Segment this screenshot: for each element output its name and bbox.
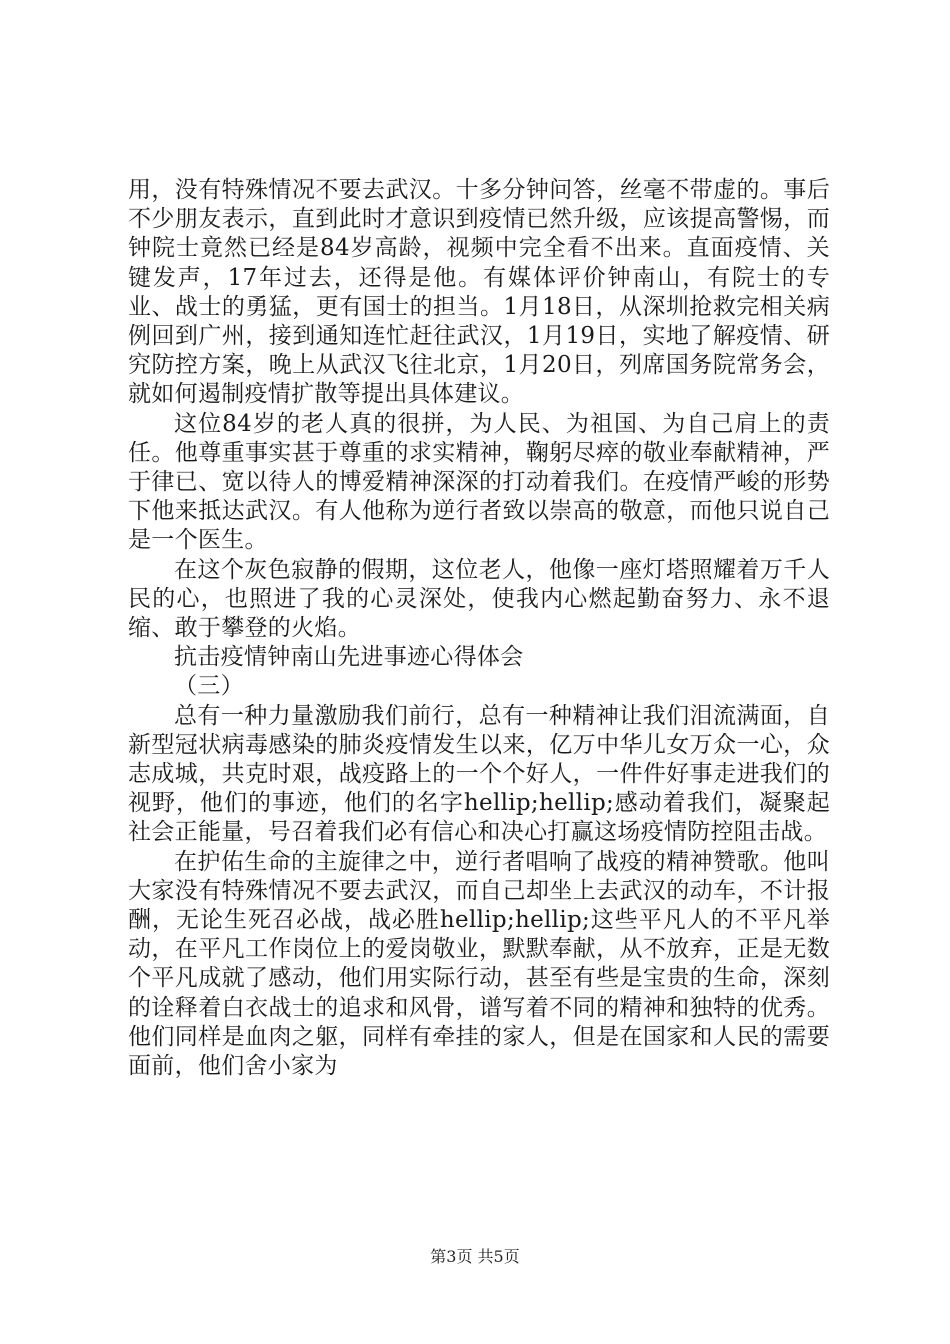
paragraph-retrograde: 在护佑生命的主旋律之中，逆行者唱响了战疫的精神赞歌。他叫大家没有特殊情况不要去武汉，而自己却坐上去武汉的动车，不计报酬，无论生死召必战，战必胜hellip;hellip;这些平凡人的不平凡举动，在平凡工作岗位上的爱岗敬业，默默奉献，从不放弃，正是无数个平凡成就了感动，他们用实际行动，甚至有些是宝贵的生命，深刻的诠释着白衣战士的追求和风骨，谱写着不同的精神和独特的优秀。他们同样是血肉之躯，同样有牵挂的家人，但是在国家和人民的需要面前，他们舍小家为 [128, 848, 830, 1080]
paragraph-continued: 用，没有特殊情况不要去武汉。十多分钟问答，丝毫不带虚的。事后不少朋友表示，直到此时才意识到疫情已然升级，应该提高警惕，而钟院士竟然已经是84岁高龄，视频中完全看不出来。直面疫情、关键发声，17年过去，还得是他。有媒体评价钟南山，有院士的专业、战士的勇猛，更有国士的担当。1月18日，从深圳抢救完相关病例回到广州，接到通知连忙赶往武汉，1月19日，实地了解疫情、研究防控方案，晚上从武汉飞往北京，1月20日，列席国务院常务会，就如何遏制疫情扩散等提出具体建议。 [128, 177, 830, 408]
section-heading: 抗击疫情钟南山先进事迹心得体会 [174, 644, 524, 671]
document-body [128, 176, 830, 1081]
page-number-footer: 第3页 共5页 [430, 1247, 520, 1266]
paragraph-lighthouse: 在这个灰色寂静的假期，这位老人，他像一座灯塔照耀着万千人民的心，也照进了我的心灵深处，使我内心燃起勤奋努力、永不退缩、敢于攀登的火焰。 [128, 556, 830, 642]
paragraph-power: 总有一种力量激励我们前行，总有一种精神让我们泪流满面，自新型冠状病毒感染的肺炎疫情发生以来，亿万中华儿女万众一心，众志成城，共克时艰，战疫路上的一个个好人，一件件好事走进我们的视野，他们的事迹，他们的名字hellip;hellip;感动着我们，凝聚起社会正能量，号召着我们必有信心和决心打赢这场疫情防控阻击战。 [128, 702, 830, 846]
section-number: （三） [174, 673, 244, 700]
paragraph-tribute: 这位84岁的老人真的很拼，为人民、为祖国、为自己肩上的责任。他尊重事实甚于尊重的求实精神，鞠躬尽瘁的敬业奉献精神，严于律已、宽以待人的博爱精神深深的打动着我们。在疫情严峻的形势下他来抵达武汉。有人他称为逆行者致以崇高的敬意，而他只说自己是一个医生。 [128, 410, 830, 554]
